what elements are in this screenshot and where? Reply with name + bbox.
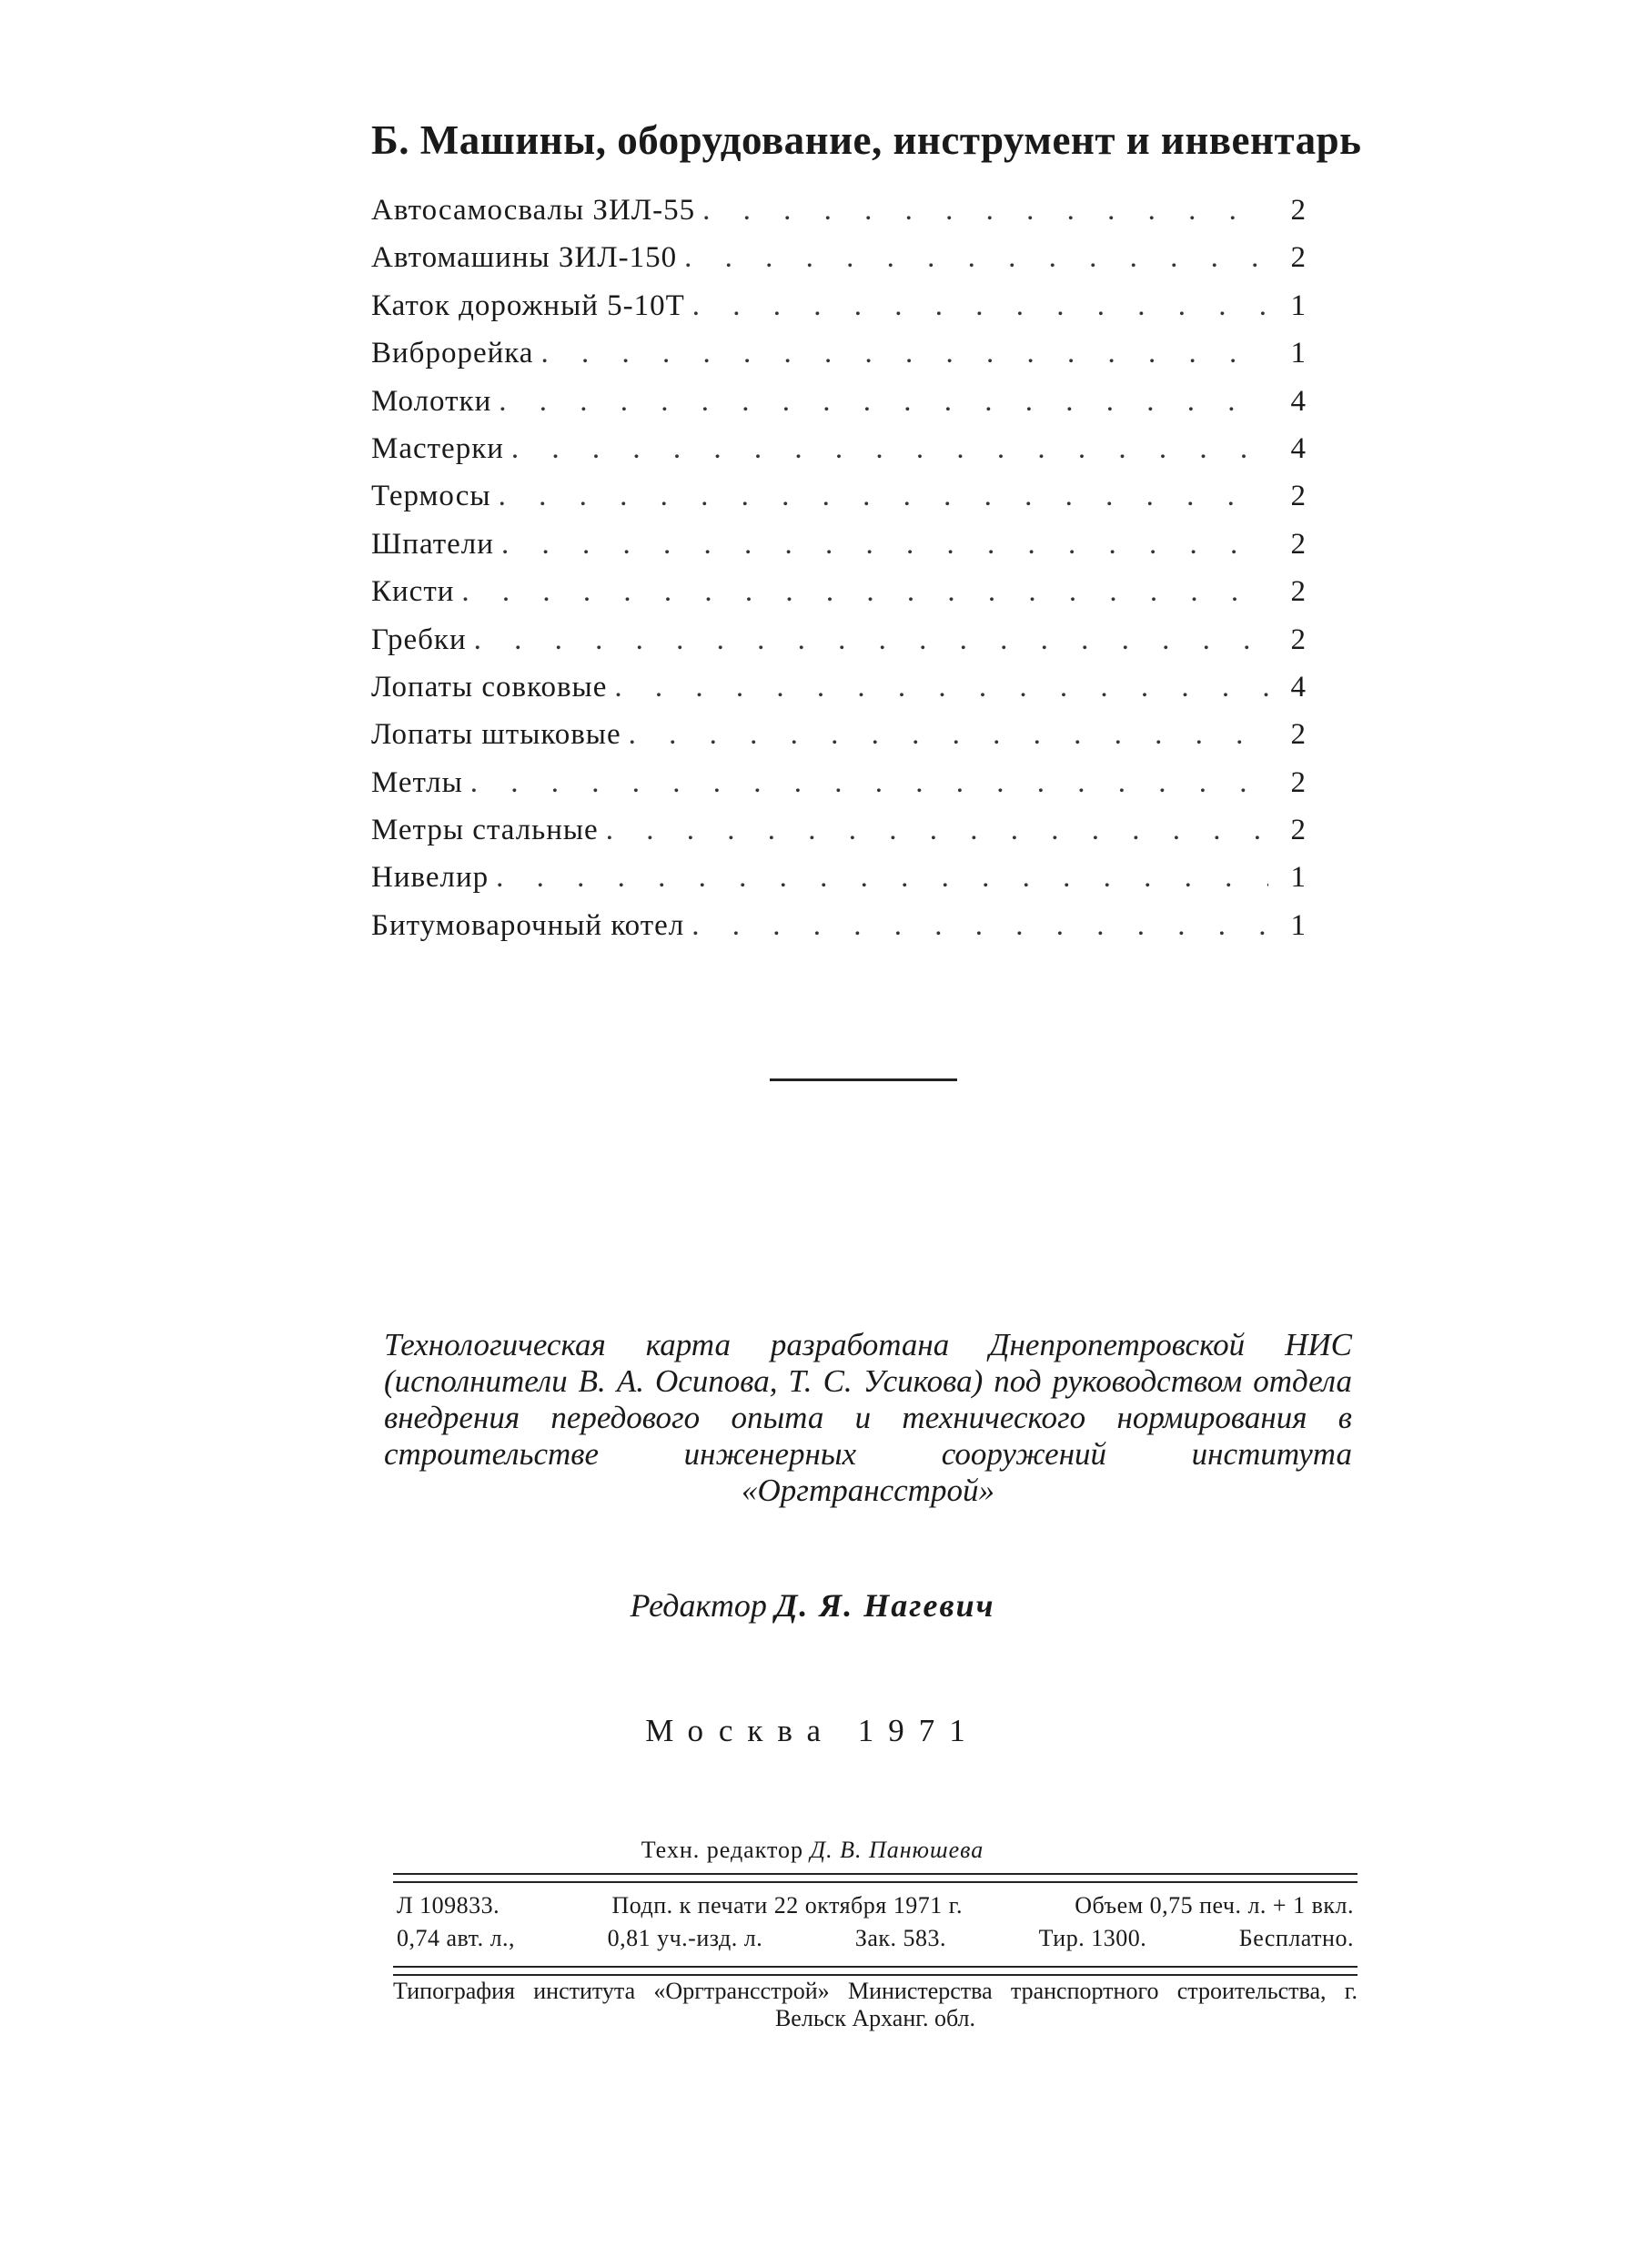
item-name: Метры стальные — [371, 814, 599, 847]
dot-leader — [511, 432, 1268, 466]
editor-name: Д. Я. Нагевич — [774, 1587, 995, 1624]
imprint-field: 0,81 уч.-изд. л. — [607, 1925, 763, 1951]
item-quantity: 2 — [1290, 194, 1307, 227]
list-item — [371, 909, 1307, 957]
list-item — [371, 241, 1307, 289]
list-item — [371, 623, 1307, 671]
list-item — [371, 385, 1307, 432]
item-name: Виброрейка — [371, 337, 534, 370]
dot-leader — [501, 528, 1268, 562]
editor-label: Редактор — [630, 1587, 767, 1624]
dot-leader — [499, 480, 1268, 513]
list-item — [371, 528, 1307, 575]
list-item — [371, 718, 1307, 765]
list-item — [371, 480, 1307, 527]
item-name: Гребки — [371, 623, 467, 656]
double-rule-bottom — [393, 1966, 1358, 1976]
dot-leader — [499, 385, 1268, 419]
item-quantity: 2 — [1290, 718, 1307, 752]
item-quantity: 4 — [1290, 384, 1307, 418]
item-quantity: 1 — [1290, 861, 1307, 895]
imprint-field: Бесплатно. — [1238, 1925, 1354, 1951]
item-quantity: 2 — [1290, 814, 1307, 847]
dot-leader — [691, 909, 1268, 943]
dot-leader — [496, 861, 1268, 895]
dot-leader — [470, 766, 1268, 800]
item-name: Мастерки — [371, 431, 504, 465]
section-title: Б. Машины, оборудование, инструмент и инвентарь — [371, 117, 1362, 163]
item-quantity: 1 — [1290, 289, 1307, 322]
item-name: Нивелир — [371, 861, 490, 895]
list-item — [371, 289, 1307, 337]
dot-leader — [692, 289, 1268, 323]
imprint-field: 0,74 авт. л., — [397, 1925, 516, 1951]
city-year: Москва 1971 — [645, 1713, 980, 1748]
list-item — [371, 814, 1307, 861]
dot-leader — [684, 241, 1268, 275]
item-name: Битумоварочный котел — [371, 908, 685, 942]
list-item — [371, 194, 1307, 241]
list-item — [371, 432, 1307, 480]
imprint-field: Объем 0,75 печ. л. + 1 вкл. — [1075, 1892, 1354, 1919]
list-item — [371, 671, 1307, 718]
dot-leader — [540, 337, 1268, 370]
item-name: Термосы — [371, 480, 491, 513]
printer-info: Типография института «Оргтрансстрой» Министерства транспортного строительства, г. Вельск Арханг. обл. — [393, 1978, 1358, 2031]
dot-leader — [629, 718, 1268, 752]
editor-line — [0, 1586, 1625, 1625]
dot-leader — [474, 623, 1268, 657]
imprint-field: Подп. к печати 22 октября 1971 г. — [611, 1892, 963, 1919]
dot-leader — [702, 194, 1268, 228]
imprint-line-1 — [397, 1892, 1354, 1919]
tech-editor-line — [0, 1837, 1625, 1864]
item-quantity: 2 — [1290, 527, 1307, 561]
item-name: Метлы — [371, 765, 463, 799]
dot-leader — [606, 814, 1268, 847]
item-quantity: 2 — [1290, 575, 1307, 609]
imprint-field: Зак. 583. — [854, 1925, 947, 1951]
tech-editor-name: Д. В. Панюшева — [810, 1837, 984, 1863]
item-name: Молотки — [371, 384, 492, 418]
dot-leader — [461, 575, 1268, 609]
item-quantity: 4 — [1290, 670, 1307, 704]
section-divider — [770, 1078, 957, 1081]
item-name: Шпатели — [371, 527, 494, 561]
item-name: Автомашины ЗИЛ-150 — [371, 241, 678, 275]
item-quantity: 2 — [1290, 241, 1307, 275]
list-item — [371, 575, 1307, 623]
credits-paragraph: Технологическая карта разработана Днепропетровской НИС (исполнители В. А. Осипова, Т. С. Усикова) под руководством отдела внедрения передового опыта и технического нормирования в строительстве инженерных сооружений института «Оргтрансстрой» — [384, 1327, 1352, 1508]
item-name: Каток дорожный 5-10Т — [371, 289, 685, 322]
item-name: Лопаты совковые — [371, 670, 608, 704]
item-quantity: 2 — [1290, 480, 1307, 513]
imprint-field: Л 109833. — [397, 1892, 500, 1919]
item-quantity: 2 — [1290, 765, 1307, 799]
item-name: Автосамосвалы ЗИЛ-55 — [371, 194, 696, 227]
item-quantity: 1 — [1290, 337, 1307, 370]
equipment-list — [371, 194, 1307, 957]
tech-editor-label: Техн. редактор — [641, 1837, 804, 1863]
imprint-field: Тир. 1300. — [1038, 1925, 1147, 1951]
item-quantity: 4 — [1290, 431, 1307, 465]
double-rule-top — [393, 1873, 1358, 1883]
list-item — [371, 766, 1307, 814]
item-quantity: 2 — [1290, 623, 1307, 656]
dot-leader — [614, 671, 1268, 704]
item-quantity: 1 — [1290, 908, 1307, 942]
imprint-line-2 — [397, 1925, 1354, 1952]
item-name: Кисти — [371, 575, 455, 609]
item-name: Лопаты штыковые — [371, 718, 621, 752]
list-item — [371, 337, 1307, 384]
list-item — [371, 861, 1307, 908]
